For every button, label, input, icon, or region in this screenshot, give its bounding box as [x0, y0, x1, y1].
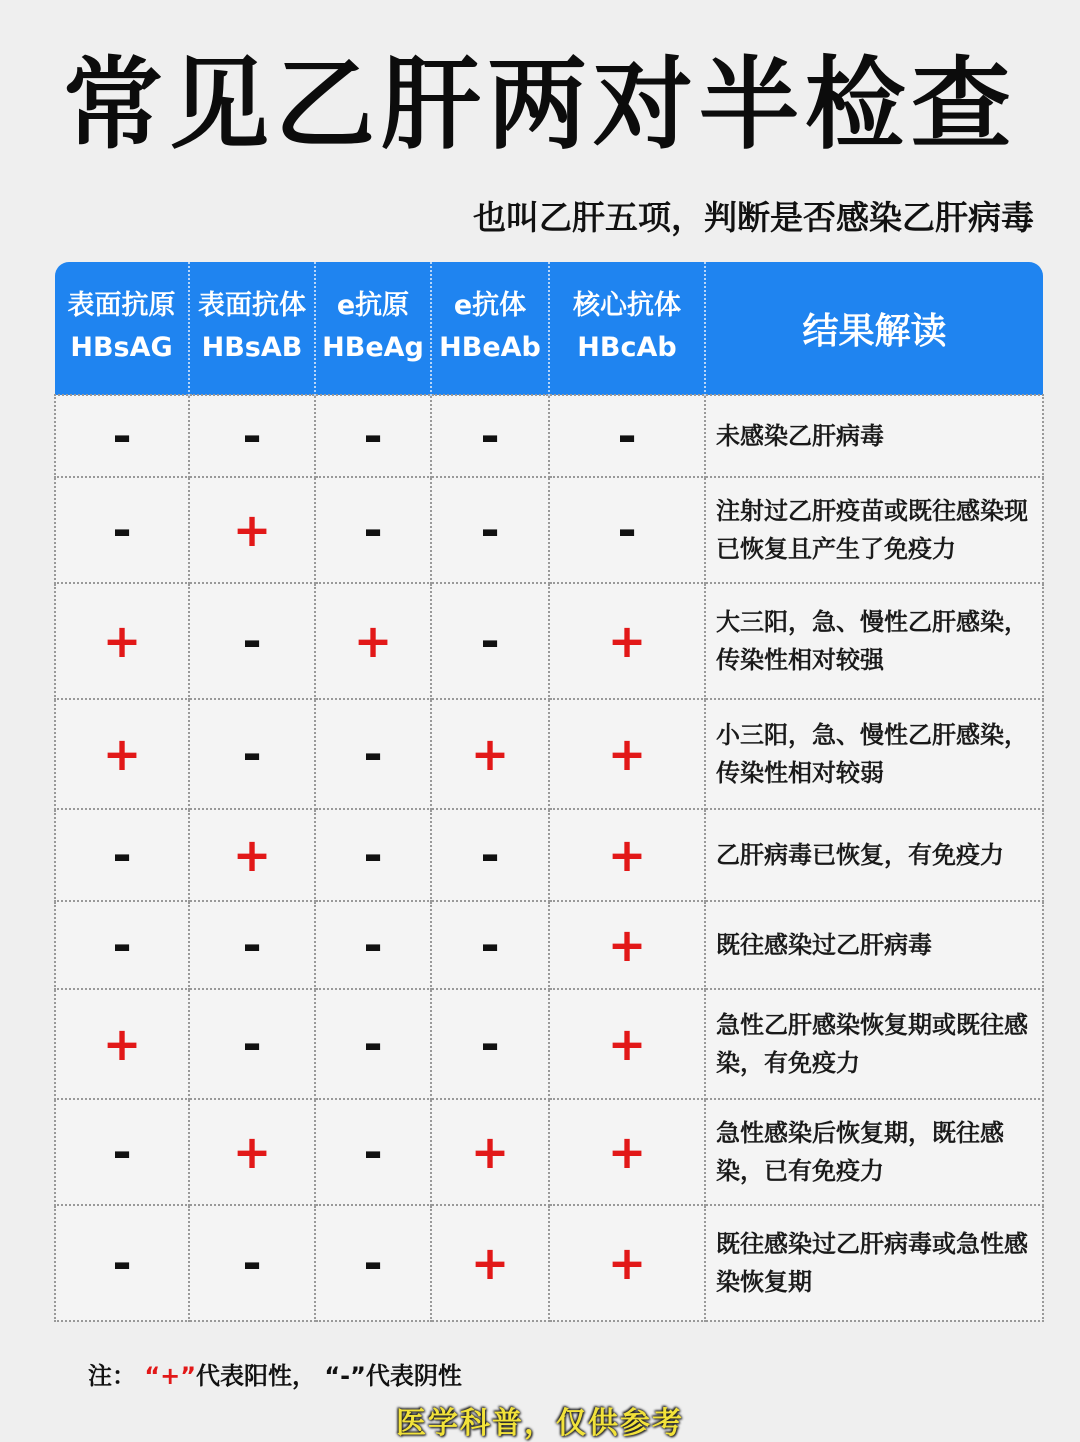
- note-minus-symbol: “-”: [324, 1362, 366, 1390]
- header-cn-label: e抗原: [336, 290, 410, 321]
- page-title: 常见乙肝两对半检查: [63, 46, 1017, 163]
- header-result: [705, 262, 1043, 395]
- table-row: [55, 1205, 1043, 1321]
- header-cn-label: 表面抗原: [67, 290, 176, 321]
- cell-hbsag-positive: +: [55, 699, 189, 809]
- cell-hbsab-negative: -: [189, 901, 315, 989]
- hbv-result-table-container: [54, 262, 1042, 1322]
- cell-hbsab-negative: -: [189, 583, 315, 699]
- cell-result-text: 未感染乙肝病毒: [705, 395, 1043, 477]
- cell-result-text: 急性感染后恢复期，既往感染，已有免疫力: [705, 1099, 1043, 1205]
- header-result-label: 结果解读: [802, 310, 947, 352]
- cell-hbeag-negative: -: [315, 989, 431, 1099]
- header-hbcab: [549, 262, 705, 395]
- table-row: [55, 809, 1043, 901]
- cell-hbeab-positive: +: [431, 699, 549, 809]
- cell-hbeab-negative: -: [431, 901, 549, 989]
- cell-hbsab-negative: -: [189, 395, 315, 477]
- note-plus-text: 代表阳性，: [196, 1362, 317, 1390]
- cell-hbeab-negative: -: [431, 809, 549, 901]
- cell-hbeab-negative: -: [431, 395, 549, 477]
- table-row: [55, 395, 1043, 477]
- cell-hbsag-positive: +: [55, 989, 189, 1099]
- note-minus-text: 代表阴性: [365, 1362, 462, 1390]
- header-hbeag: [315, 262, 431, 395]
- cell-hbeag-negative: -: [315, 1099, 431, 1205]
- cell-result-text: 乙肝病毒已恢复，有免疫力: [705, 809, 1043, 901]
- cell-result-text: 小三阳，急、慢性乙肝感染，传染性相对较弱: [705, 699, 1043, 809]
- cell-hbsag-negative: -: [55, 1205, 189, 1321]
- cell-result-text: 既往感染过乙肝病毒: [705, 901, 1043, 989]
- table-header-row: [55, 262, 1043, 395]
- hbv-result-table: [54, 262, 1044, 1322]
- cell-hbcab-positive: +: [549, 901, 705, 989]
- header-cn-label: 核心抗体: [573, 290, 681, 321]
- cell-hbeag-negative: -: [315, 1205, 431, 1321]
- cell-hbcab-negative: -: [549, 395, 705, 477]
- note-prefix: 注：: [88, 1362, 136, 1390]
- header-hbeab: [431, 262, 549, 395]
- cell-hbsab-positive: +: [189, 1099, 315, 1205]
- table-row: [55, 477, 1043, 583]
- cell-result-text: 注射过乙肝疫苗或既往感染现已恢复且产生了免疫力: [705, 477, 1043, 583]
- header-en-label: HBcAb: [577, 332, 677, 363]
- cell-hbeab-negative: -: [431, 477, 549, 583]
- header-hbsag: [55, 262, 189, 395]
- cell-hbsab-positive: +: [189, 477, 315, 583]
- cell-hbsag-negative: -: [55, 1099, 189, 1205]
- cell-result-text: 大三阳，急、慢性乙肝感染，传染性相对较强: [705, 583, 1043, 699]
- table-row: [55, 989, 1043, 1099]
- cell-hbcab-positive: +: [549, 1205, 705, 1321]
- page-subtitle: 也叫乙肝五项，判断是否感染乙肝病毒: [473, 198, 1034, 237]
- cell-hbsag-negative: -: [55, 477, 189, 583]
- cell-hbsag-positive: +: [55, 583, 189, 699]
- header-en-label: HBsAG: [70, 332, 173, 363]
- header-hbsab: [189, 262, 315, 395]
- cell-hbsab-negative: -: [189, 989, 315, 1099]
- cell-hbeab-positive: +: [431, 1205, 549, 1321]
- table-row: [55, 583, 1043, 699]
- legend-note: [88, 1356, 462, 1391]
- header-en-label: HBeAg: [322, 332, 424, 363]
- cell-hbcab-positive: +: [549, 989, 705, 1099]
- table-row: [55, 901, 1043, 989]
- table-body: [55, 395, 1043, 1321]
- cell-hbeag-negative: -: [315, 699, 431, 809]
- cell-hbcab-positive: +: [549, 809, 705, 901]
- table-row: [55, 699, 1043, 809]
- cell-hbcab-negative: -: [549, 477, 705, 583]
- cell-hbcab-positive: +: [549, 1099, 705, 1205]
- header-cn-label: e抗体: [453, 290, 527, 321]
- cell-hbsag-negative: -: [55, 395, 189, 477]
- cell-hbeab-positive: +: [431, 1099, 549, 1205]
- cell-hbeag-positive: +: [315, 583, 431, 699]
- cell-hbsab-negative: -: [189, 699, 315, 809]
- cell-hbeag-negative: -: [315, 395, 431, 477]
- cell-hbsab-positive: +: [189, 809, 315, 901]
- table-row: [55, 1099, 1043, 1205]
- header-cn-label: 表面抗体: [198, 290, 306, 321]
- cell-hbcab-positive: +: [549, 699, 705, 809]
- cell-hbeab-negative: -: [431, 989, 549, 1099]
- cell-hbsab-negative: -: [189, 1205, 315, 1321]
- footer-caption: 医学科普，仅供参考: [396, 1406, 684, 1441]
- note-plus-symbol: “+”: [144, 1362, 197, 1390]
- cell-hbeag-negative: -: [315, 477, 431, 583]
- cell-hbcab-positive: +: [549, 583, 705, 699]
- cell-hbsag-negative: -: [55, 809, 189, 901]
- cell-hbsag-negative: -: [55, 901, 189, 989]
- cell-hbeag-negative: -: [315, 809, 431, 901]
- header-en-label: HBsAB: [201, 332, 303, 363]
- cell-result-text: 既往感染过乙肝病毒或急性感染恢复期: [705, 1205, 1043, 1321]
- cell-hbeag-negative: -: [315, 901, 431, 989]
- cell-hbeab-negative: -: [431, 583, 549, 699]
- cell-result-text: 急性乙肝感染恢复期或既往感染，有免疫力: [705, 989, 1043, 1099]
- header-en-label: HBeAb: [439, 332, 541, 363]
